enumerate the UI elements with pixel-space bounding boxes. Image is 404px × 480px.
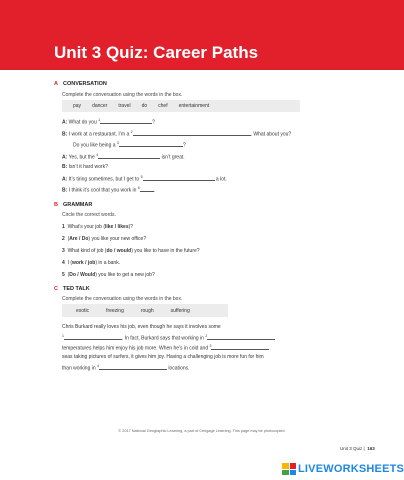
answer-blank[interactable] [143,176,215,181]
conversation-line: B: I work at a restaurant. I’m a $^2$ . What about you? [62,130,292,138]
section-b-letter: B [54,202,58,208]
section-b-instruction: Circle the correct words. [62,212,116,218]
grammar-item: 5 (Do / Would) you like to get a new job? [62,272,155,278]
conversation-line: B: Isn’t it hard work? [62,164,108,170]
answer-blank[interactable] [64,335,122,340]
grammar-item: 4 I (work / job) in a bank. [62,260,121,266]
ted-paragraph-line: than working in $^4$ locations. [62,364,190,372]
section-b-title: GRAMMAR [62,202,93,208]
word-box-item: chef [158,103,168,109]
section-a-instruction: Complete the conversation using the words in the box. [62,92,183,98]
word-box-item: rough [140,307,154,314]
grammar-choice[interactable]: do / would [106,248,132,254]
word-box-item: pay [73,103,82,109]
section-c-letter: C [54,286,58,292]
conversation-line: Do you like being a $^3$ ? [73,141,186,149]
word-box-item: suffering [170,307,190,314]
liveworksheets-brand[interactable] [282,463,404,475]
answer-blank[interactable] [119,142,183,147]
grammar-choice[interactable]: Are / Do [69,236,89,242]
answer-blank[interactable] [133,131,251,136]
grammar-item: 1 What’s your job (like / likes)? [62,224,134,230]
word-box-item: freezing [106,307,124,314]
ted-paragraph-line: $^1$ . In fact, Burkard says that working in $^2$ [62,334,275,342]
brand-name: LIVEWORKSHEETS [298,463,404,475]
grammar-choice[interactable]: Do / Would [69,272,96,278]
section-c-heading [54,286,90,292]
section-b-heading [54,202,92,208]
word-box-item: entertainment [178,103,210,109]
copyright-footer: © 2017 National Geographic Learning, a part of Cengage Learning. This page may be photocopied. [118,429,286,433]
conversation-line: A: What do you $^1$ ? [62,118,155,126]
answer-blank[interactable] [211,345,269,350]
section-c-instruction: Complete the conversation using the words in the box. [62,296,183,302]
section-a-title: CONVERSATION [62,81,107,87]
page-number: Unit 3 Quiz | 163 [340,446,375,451]
ted-paragraph-line: temperatures helps him enjoy his job more. When he’s in cold and $^3$ [62,344,269,352]
ted-paragraph-line: seas taking pictures of surfers, it gives him joy. Having a challenging job is more fun for him [62,354,264,360]
section-c-title: TED TALK [62,286,90,292]
ted-paragraph-line: Chris Burkard really loves his job, even though he says it involves some [62,324,221,330]
grammar-item: 2 (Are / Do) you like your new office? [62,236,147,242]
conversation-line: A: It’s tiring sometimes, but I get to $^5$ a lot. [62,175,227,183]
conversation-line: B: I think it’s cool that you work in $^6$ . [62,186,156,194]
liveworksheets-logo-icon [282,463,296,475]
word-box-item: dancer [92,103,108,109]
word-box-item: travel [118,103,131,109]
grammar-choice[interactable]: like / likes [104,224,129,230]
section-a-letter: A [54,81,58,87]
section-c-word-box [62,304,228,317]
word-box-item: exotic [76,307,90,314]
conversation-line: A: Yes, but the $^4$ isn’t great. [62,153,185,161]
answer-blank[interactable] [207,335,275,340]
grammar-item: 3 What kind of job (do / would) you like to have in the future? [62,248,200,254]
page-title: Unit 3 Quiz: Career Paths [54,43,259,62]
answer-blank[interactable] [140,187,154,192]
answer-blank[interactable] [99,365,167,370]
answer-blank[interactable] [100,119,152,124]
section-a-heading [54,81,107,87]
grammar-choice[interactable]: work / job [72,260,96,266]
word-box-item: do [141,103,148,109]
answer-blank[interactable] [98,154,160,159]
section-a-word-box [62,100,300,112]
